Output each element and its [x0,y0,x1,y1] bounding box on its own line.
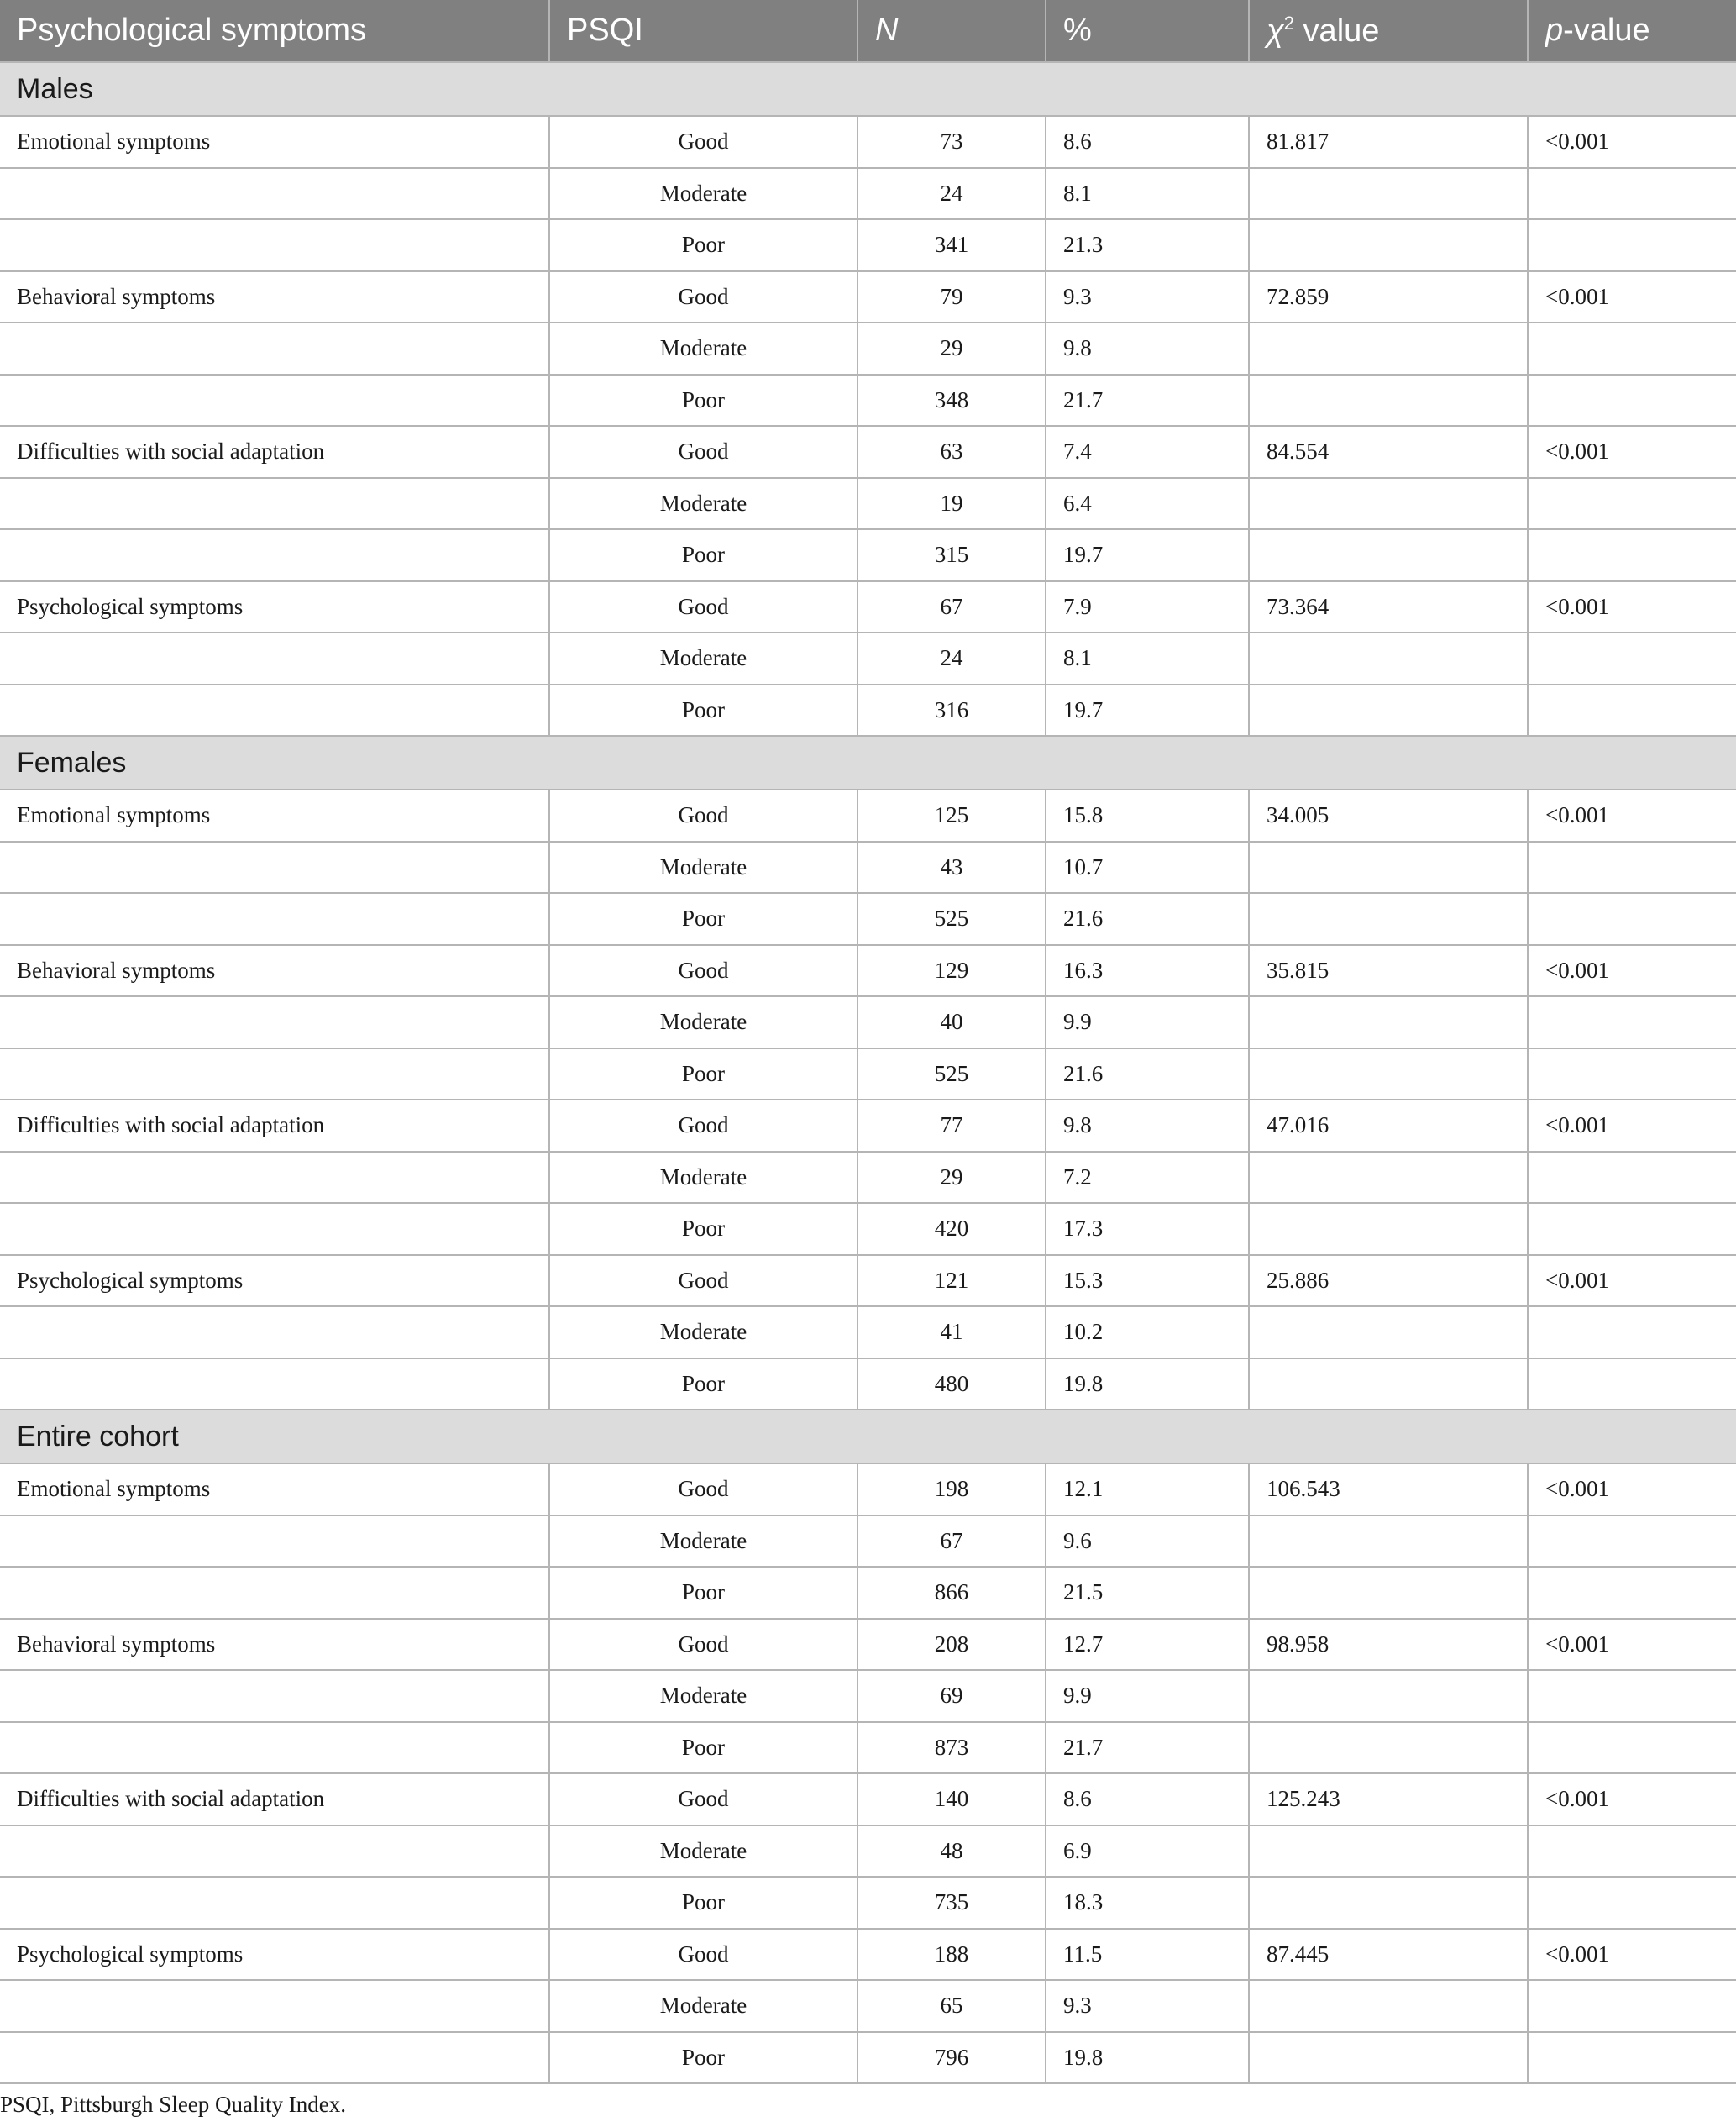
cell-chi2 [1249,1722,1528,1774]
cell-chi2 [1249,1203,1528,1255]
cell-symptom: Difficulties with social adaptation [0,1100,549,1152]
cell-n: 525 [858,893,1046,945]
cell-chi2 [1249,1048,1528,1100]
table-row [0,375,1736,427]
cell-percent: 8.6 [1046,116,1249,168]
header-chi2 [1249,0,1528,62]
table-footnote: PSQI, Pittsburgh Sleep Quality Index. [0,2092,347,2117]
cell-psqi: Poor [549,2032,858,2084]
cell-n: 188 [858,1929,1046,1981]
cell-psqi: Good [549,1773,858,1825]
cell-p-value [1528,529,1736,581]
cell-p-value [1528,893,1736,945]
cell-n: 24 [858,633,1046,685]
cell-psqi: Moderate [549,1152,858,1204]
cell-symptom [0,1980,549,2032]
cell-psqi: Poor [549,1722,858,1774]
cell-p-value [1528,1722,1736,1774]
cell-chi2 [1249,1670,1528,1722]
cell-symptom [0,633,549,685]
cell-chi2 [1249,1877,1528,1929]
cell-p-value: <0.001 [1528,945,1736,997]
cell-percent: 21.6 [1046,893,1249,945]
cell-n: 19 [858,478,1046,530]
table-row [0,1255,1736,1307]
cell-percent: 21.7 [1046,1722,1249,1774]
table-row [0,1152,1736,1204]
section-row [0,1410,1736,1463]
header-chi-rest: value [1294,13,1380,49]
header-p-italic: p [1545,13,1564,48]
cell-symptom [0,842,549,894]
cell-chi2: 72.859 [1249,271,1528,323]
table-row [0,426,1736,478]
cell-symptom: Psychological symptoms [0,1929,549,1981]
cell-percent: 9.3 [1046,271,1249,323]
cell-symptom: Difficulties with social adaptation [0,1773,549,1825]
cell-chi2 [1249,219,1528,271]
cell-n: 796 [858,2032,1046,2084]
cell-percent: 18.3 [1046,1877,1249,1929]
cell-percent: 19.7 [1046,529,1249,581]
cell-psqi: Moderate [549,1306,858,1358]
table-row [0,478,1736,530]
cell-chi2 [1249,893,1528,945]
cell-psqi: Moderate [549,633,858,685]
cell-p-value [1528,1877,1736,1929]
cell-symptom [0,168,549,220]
cell-percent: 8.1 [1046,168,1249,220]
cell-n: 315 [858,529,1046,581]
cell-n: 67 [858,581,1046,633]
cell-n: 79 [858,271,1046,323]
cell-p-value [1528,842,1736,894]
cell-percent: 21.3 [1046,219,1249,271]
cell-psqi: Moderate [549,168,858,220]
header-percent: % [1046,0,1249,62]
cell-p-value [1528,1048,1736,1100]
header-psqi: PSQI [549,0,858,62]
cell-symptom: Psychological symptoms [0,581,549,633]
cell-p-value [1528,1515,1736,1568]
cell-n: 24 [858,168,1046,220]
cell-n: 77 [858,1100,1046,1152]
table-row [0,581,1736,633]
table-row [0,1619,1736,1671]
cell-psqi: Moderate [549,478,858,530]
cell-symptom: Emotional symptoms [0,116,549,168]
table-row [0,1306,1736,1358]
cell-chi2: 35.815 [1249,945,1528,997]
table-body [0,62,1736,2083]
cell-psqi: Poor [549,1203,858,1255]
cell-p-value: <0.001 [1528,1929,1736,1981]
cell-symptom: Emotional symptoms [0,1463,549,1515]
table-row [0,116,1736,168]
cell-symptom [0,375,549,427]
cell-p-value: <0.001 [1528,426,1736,478]
cell-percent: 19.7 [1046,685,1249,737]
table-row [0,1670,1736,1722]
cell-p-value [1528,1980,1736,2032]
header-p-value [1528,0,1736,62]
cell-percent: 9.9 [1046,1670,1249,1722]
cell-symptom [0,893,549,945]
cell-p-value [1528,2032,1736,2084]
cell-p-value [1528,375,1736,427]
header-chi-symbol: χ [1267,13,1284,49]
cell-n: 73 [858,116,1046,168]
cell-n: 735 [858,1877,1046,1929]
cell-percent: 7.2 [1046,1152,1249,1204]
cell-chi2 [1249,1152,1528,1204]
cell-percent: 8.6 [1046,1773,1249,1825]
cell-p-value: <0.001 [1528,1463,1736,1515]
cell-symptom [0,1567,549,1619]
table-row [0,323,1736,375]
cell-chi2 [1249,996,1528,1048]
cell-chi2: 47.016 [1249,1100,1528,1152]
cell-n: 198 [858,1463,1046,1515]
cell-psqi: Good [549,116,858,168]
cell-psqi: Poor [549,1567,858,1619]
table-row [0,893,1736,945]
table-row [0,1515,1736,1568]
cell-symptom: Emotional symptoms [0,790,549,842]
cell-percent: 21.6 [1046,1048,1249,1100]
cell-percent: 10.2 [1046,1306,1249,1358]
cell-psqi: Poor [549,529,858,581]
cell-n: 43 [858,842,1046,894]
cell-chi2 [1249,529,1528,581]
table-row [0,1048,1736,1100]
cell-symptom: Psychological symptoms [0,1255,549,1307]
section-label: Males [0,62,1736,116]
cell-symptom: Behavioral symptoms [0,1619,549,1671]
cell-percent: 9.3 [1046,1980,1249,2032]
cell-chi2: 34.005 [1249,790,1528,842]
cell-p-value [1528,1825,1736,1878]
cell-n: 866 [858,1567,1046,1619]
cell-p-value [1528,996,1736,1048]
cell-n: 65 [858,1980,1046,2032]
cell-chi2: 25.886 [1249,1255,1528,1307]
cell-n: 316 [858,685,1046,737]
cell-p-value: <0.001 [1528,1100,1736,1152]
header-symptoms: Psychological symptoms [0,0,549,62]
cell-chi2 [1249,1980,1528,2032]
cell-percent: 12.7 [1046,1619,1249,1671]
cell-n: 525 [858,1048,1046,1100]
cell-percent: 7.9 [1046,581,1249,633]
cell-n: 341 [858,219,1046,271]
table-row [0,996,1736,1048]
cell-p-value [1528,633,1736,685]
cell-psqi: Good [549,426,858,478]
table-row [0,219,1736,271]
cell-n: 873 [858,1722,1046,1774]
table-row [0,1929,1736,1981]
cell-symptom [0,1306,549,1358]
cell-p-value [1528,219,1736,271]
cell-n: 67 [858,1515,1046,1568]
table-header [0,0,1736,62]
cell-psqi: Poor [549,1048,858,1100]
cell-chi2: 87.445 [1249,1929,1528,1981]
cell-percent: 15.3 [1046,1255,1249,1307]
cell-symptom [0,529,549,581]
cell-percent: 6.4 [1046,478,1249,530]
cell-chi2: 84.554 [1249,426,1528,478]
cell-chi2: 106.543 [1249,1463,1528,1515]
cell-psqi: Good [549,1255,858,1307]
cell-n: 420 [858,1203,1046,1255]
cell-symptom [0,1670,549,1722]
cell-percent: 15.8 [1046,790,1249,842]
header-n [858,0,1046,62]
cell-psqi: Moderate [549,1670,858,1722]
table-row [0,271,1736,323]
header-row [0,0,1736,62]
cell-n: 121 [858,1255,1046,1307]
table-row [0,2032,1736,2084]
table-row [0,1980,1736,2032]
cell-p-value: <0.001 [1528,1773,1736,1825]
cell-percent: 7.4 [1046,426,1249,478]
cell-n: 29 [858,323,1046,375]
table-row [0,842,1736,894]
cell-n: 29 [858,1152,1046,1204]
cell-percent: 6.9 [1046,1825,1249,1878]
table-row [0,1825,1736,1878]
cell-symptom [0,1722,549,1774]
cell-percent: 19.8 [1046,2032,1249,2084]
cell-n: 40 [858,996,1046,1048]
cell-psqi: Poor [549,893,858,945]
cell-percent: 21.5 [1046,1567,1249,1619]
cell-percent: 10.7 [1046,842,1249,894]
cell-psqi: Good [549,1463,858,1515]
cell-percent: 19.8 [1046,1358,1249,1410]
cell-chi2 [1249,633,1528,685]
cell-psqi: Poor [549,219,858,271]
cell-p-value [1528,1306,1736,1358]
cell-p-value: <0.001 [1528,271,1736,323]
table-row [0,945,1736,997]
cell-symptom: Behavioral symptoms [0,945,549,997]
table-row [0,1463,1736,1515]
section-label: Entire cohort [0,1410,1736,1463]
table-row [0,1203,1736,1255]
cell-symptom: Behavioral symptoms [0,271,549,323]
cell-symptom [0,996,549,1048]
cell-n: 480 [858,1358,1046,1410]
cell-symptom [0,1048,549,1100]
cell-percent: 9.6 [1046,1515,1249,1568]
cell-psqi: Good [549,1100,858,1152]
cell-symptom [0,478,549,530]
cell-symptom [0,685,549,737]
cell-percent: 9.8 [1046,323,1249,375]
table-row [0,529,1736,581]
cell-percent: 9.8 [1046,1100,1249,1152]
cell-n: 69 [858,1670,1046,1722]
cell-psqi: Moderate [549,996,858,1048]
cell-p-value [1528,1358,1736,1410]
cell-chi2 [1249,168,1528,220]
cell-p-value [1528,1670,1736,1722]
table-row [0,1877,1736,1929]
table-row [0,1773,1736,1825]
cell-symptom [0,323,549,375]
cell-chi2 [1249,323,1528,375]
section-row [0,736,1736,790]
cell-n: 348 [858,375,1046,427]
cell-n: 129 [858,945,1046,997]
cell-chi2 [1249,375,1528,427]
table-row [0,1567,1736,1619]
cell-chi2: 81.817 [1249,116,1528,168]
cell-percent: 16.3 [1046,945,1249,997]
cell-p-value [1528,1567,1736,1619]
table-row [0,633,1736,685]
cell-psqi: Good [549,790,858,842]
cell-percent: 21.7 [1046,375,1249,427]
cell-percent: 9.9 [1046,996,1249,1048]
cell-n: 125 [858,790,1046,842]
cell-psqi: Poor [549,1877,858,1929]
table-row [0,685,1736,737]
header-n-label: N [875,13,899,48]
cell-p-value: <0.001 [1528,790,1736,842]
cell-symptom [0,2032,549,2084]
cell-percent: 8.1 [1046,633,1249,685]
cell-symptom [0,1825,549,1878]
table-row [0,790,1736,842]
cell-chi2 [1249,478,1528,530]
cell-psqi: Good [549,1929,858,1981]
cell-symptom [0,1152,549,1204]
section-row [0,62,1736,116]
cell-chi2 [1249,1515,1528,1568]
cell-chi2 [1249,842,1528,894]
cell-chi2 [1249,2032,1528,2084]
cell-chi2 [1249,1306,1528,1358]
cell-p-value: <0.001 [1528,1619,1736,1671]
header-chi-sup: 2 [1283,12,1294,34]
cell-n: 63 [858,426,1046,478]
cell-psqi: Good [549,1619,858,1671]
cell-psqi: Moderate [549,1515,858,1568]
cell-p-value: <0.001 [1528,116,1736,168]
cell-p-value [1528,478,1736,530]
section-label: Females [0,736,1736,790]
cell-chi2 [1249,1567,1528,1619]
cell-p-value: <0.001 [1528,1255,1736,1307]
cell-n: 41 [858,1306,1046,1358]
cell-chi2 [1249,685,1528,737]
cell-psqi: Moderate [549,323,858,375]
cell-chi2 [1249,1358,1528,1410]
cell-p-value [1528,685,1736,737]
cell-chi2: 98.958 [1249,1619,1528,1671]
cell-n: 48 [858,1825,1046,1878]
cell-chi2: 125.243 [1249,1773,1528,1825]
cell-p-value [1528,168,1736,220]
cell-symptom [0,1358,549,1410]
cell-psqi: Moderate [549,1825,858,1878]
cell-percent: 17.3 [1046,1203,1249,1255]
cell-symptom [0,1877,549,1929]
table-row [0,1100,1736,1152]
cell-p-value [1528,323,1736,375]
header-p-rest: -value [1563,13,1650,48]
cell-p-value: <0.001 [1528,581,1736,633]
cell-psqi: Moderate [549,842,858,894]
cell-percent: 12.1 [1046,1463,1249,1515]
table-row [0,1722,1736,1774]
cell-symptom: Difficulties with social adaptation [0,426,549,478]
table-row [0,168,1736,220]
cell-p-value [1528,1152,1736,1204]
cell-percent: 11.5 [1046,1929,1249,1981]
table-row [0,1358,1736,1410]
cell-psqi: Good [549,271,858,323]
cell-psqi: Moderate [549,1980,858,2032]
cell-n: 208 [858,1619,1046,1671]
cell-psqi: Poor [549,685,858,737]
cell-symptom [0,1203,549,1255]
cell-p-value [1528,1203,1736,1255]
cell-psqi: Poor [549,375,858,427]
cell-psqi: Poor [549,1358,858,1410]
cell-chi2 [1249,1825,1528,1878]
cell-symptom [0,219,549,271]
cell-symptom [0,1515,549,1568]
cell-psqi: Good [549,945,858,997]
cell-n: 140 [858,1773,1046,1825]
cell-psqi: Good [549,581,858,633]
cell-chi2: 73.364 [1249,581,1528,633]
